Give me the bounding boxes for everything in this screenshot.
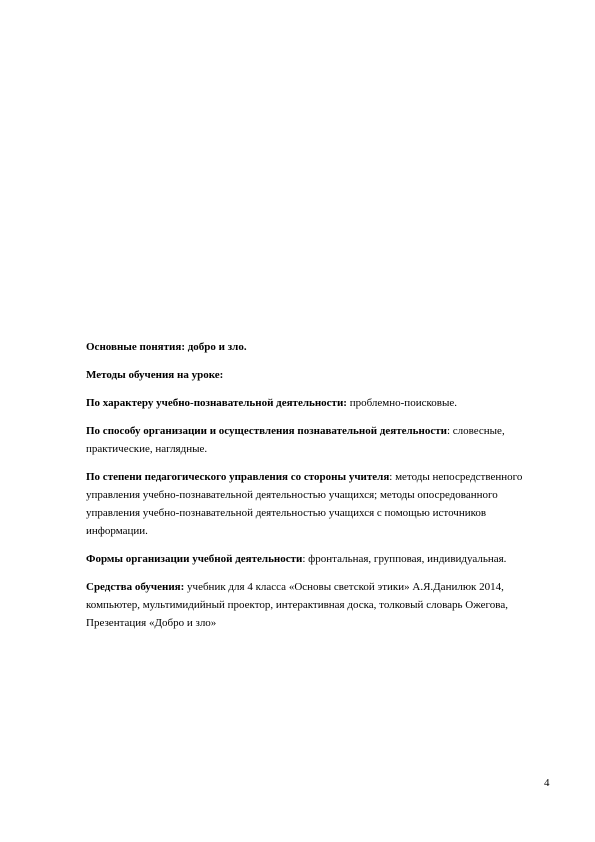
basic-concepts-heading: Основные понятия: добро и зло. [86,341,247,353]
organization-method-heading: По способу организации и осуществления познавательной деятельности [86,425,447,437]
pedagogical-control-text: : методы непосредственного управления учебно-познавательной деятельностью учащихся; методы опосредованного управления учебно-познавательной деятельностью учащихся с помощью источников информации. [86,471,523,537]
paragraph-pedagogical-control [86,468,546,540]
paragraph-activity-character [86,394,546,412]
document-body [86,338,546,632]
paragraph-teaching-means [86,578,546,632]
organization-forms-heading: Формы организации учебной деятельности [86,553,303,565]
teaching-means-heading: Средства обучения: [86,581,185,593]
pedagogical-control-heading: По степени педагогического управления со стороны учителя [86,471,390,483]
page-number: 4 [544,777,550,789]
teaching-means-text: учебник для 4 класса «Основы светской этики» А.Я.Данилюк 2014, компьютер, мультимидийный проектор, интерактивная доска, толковый словарь Ожегова, Презентация «Добро и зло» [86,581,508,629]
organization-forms-text: : фронтальная, групповая, индивидуальная. [302,553,507,565]
paragraph-organization-forms [86,550,546,568]
paragraph-basic-concepts [86,338,546,356]
teaching-methods-heading: Методы обучения на уроке: [86,369,224,381]
activity-character-heading: По характеру учебно-познавательной деятельности: [86,397,347,409]
paragraph-organization-method [86,422,546,458]
activity-character-text: проблемно-поисковые. [346,397,457,409]
organization-method-text: : словесные, практические, наглядные. [86,425,505,455]
paragraph-teaching-methods [86,366,546,384]
